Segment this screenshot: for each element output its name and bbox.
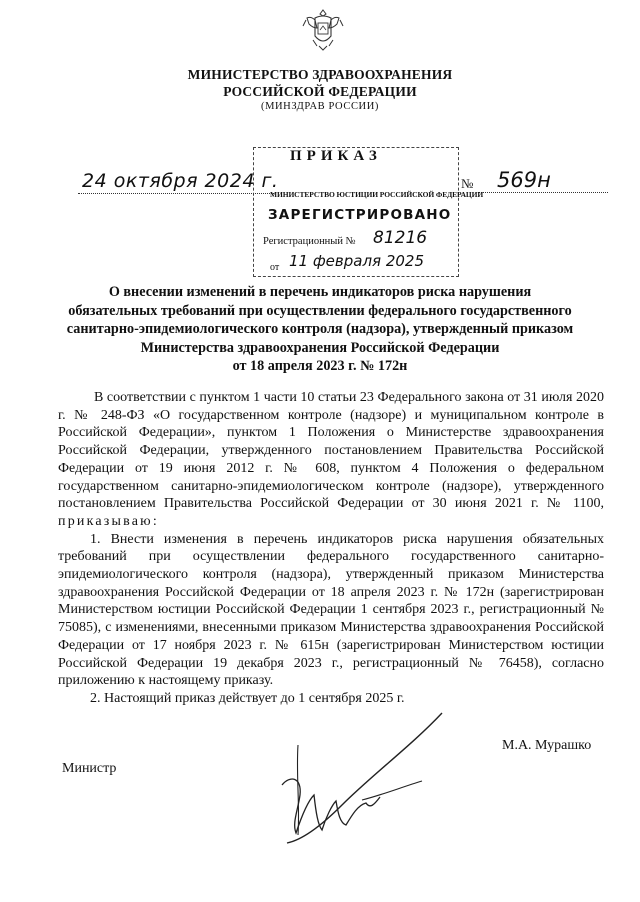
order-item-2: 2. Настоящий приказ действует до 1 сентября 2025 г. bbox=[90, 690, 405, 706]
order-directive: приказываю: bbox=[58, 513, 159, 529]
title-line: санитарно-эпидемиологического контроля (надзора), утвержденный приказом bbox=[66, 321, 574, 338]
order-number: 569н bbox=[497, 168, 551, 192]
signer-position: Министр bbox=[62, 761, 117, 776]
stamp-number-label: Регистрационный № bbox=[263, 236, 356, 247]
ministry-name-line1: МИНИСТЕРСТВО ЗДРАВООХРАНЕНИЯ bbox=[187, 67, 453, 82]
preamble-text: В соответствии с пунктом 1 части 10 статьи 23 Федерального закона от 31 июля 2020 г. № 248-ФЗ «О государственном контроле (надзоре) и муниципальном контроле в Российской Федерации», пунктом 1 Положения о Министерстве здравоохранения Российской Федерации, утвержденного постановлением Правительства Российской Федерации от 19 июня 2012 г. № 608, пунктом 4 Положения о федеральном государственном санитарно-эпидемиологическом контроле (надзоре), утвержденного постановлением Правительства Российской Федерации от 30 июня 2021 г. № 1100, bbox=[58, 390, 604, 512]
date-underline bbox=[78, 193, 274, 194]
coat-of-arms-emblem bbox=[301, 6, 345, 54]
document-type: ПРИКАЗ bbox=[290, 148, 382, 164]
title-line: Министерства здравоохранения Российской Федерации bbox=[140, 339, 500, 356]
order-number-label: № bbox=[461, 176, 474, 191]
stamp-registration-number: 81216 bbox=[373, 228, 428, 248]
document-title bbox=[40, 283, 600, 376]
title-line: от 18 апреля 2023 г. № 172н bbox=[232, 358, 408, 375]
handwritten-signature bbox=[262, 705, 462, 850]
document-body bbox=[58, 389, 604, 708]
title-line: О внесении изменений в перечень индикаторов риска нарушения bbox=[108, 284, 532, 300]
number-underline bbox=[478, 192, 608, 193]
title-line: обязательных требований при осуществлении федерального государственного bbox=[68, 302, 572, 319]
order-item-1: 1. Внести изменения в перечень индикаторов риска нарушения обязательных требований при осуществлении федерального государственного санитарно-эпидемиологического контроля (надзора), утвержденный приказом Министерства здравоохранения Российской Федерации от 18 апреля 2023 г. № 172н (зарегистрирован Министерством юстиции Российской Федерации 1 сентября 2023 г., регистрационный № 75085), с изменениями, внесенными приказом Министерства здравоохранения Российской Федерации от 17 ноября 2023 г. № 615н (зарегистрирован Министерством юстиции Российской Федерации 19 декабря 2023 г., регистрационный № 76458), согласно приложению к настоящему приказу. bbox=[58, 531, 604, 689]
ministry-name-line2: РОССИЙСКОЙ ФЕДЕРАЦИИ bbox=[223, 84, 417, 99]
stamp-ministry: МИНИСТЕРСТВО ЮСТИЦИИ РОССИЙСКОЙ ФЕДЕРАЦИИ bbox=[270, 190, 484, 199]
ministry-short-name: (МИНЗДРАВ РОССИИ) bbox=[260, 101, 380, 112]
stamp-date-label: от bbox=[270, 262, 280, 273]
signer-name: М.А. Мурашко bbox=[502, 738, 592, 753]
preamble-paragraph bbox=[58, 389, 604, 531]
order-date: 24 октября 2024 г. bbox=[82, 170, 279, 192]
stamp-registration-date: 11 февраля 2025 bbox=[289, 252, 425, 270]
stamp-status: ЗАРЕГИСТРИРОВАНО bbox=[268, 207, 452, 223]
